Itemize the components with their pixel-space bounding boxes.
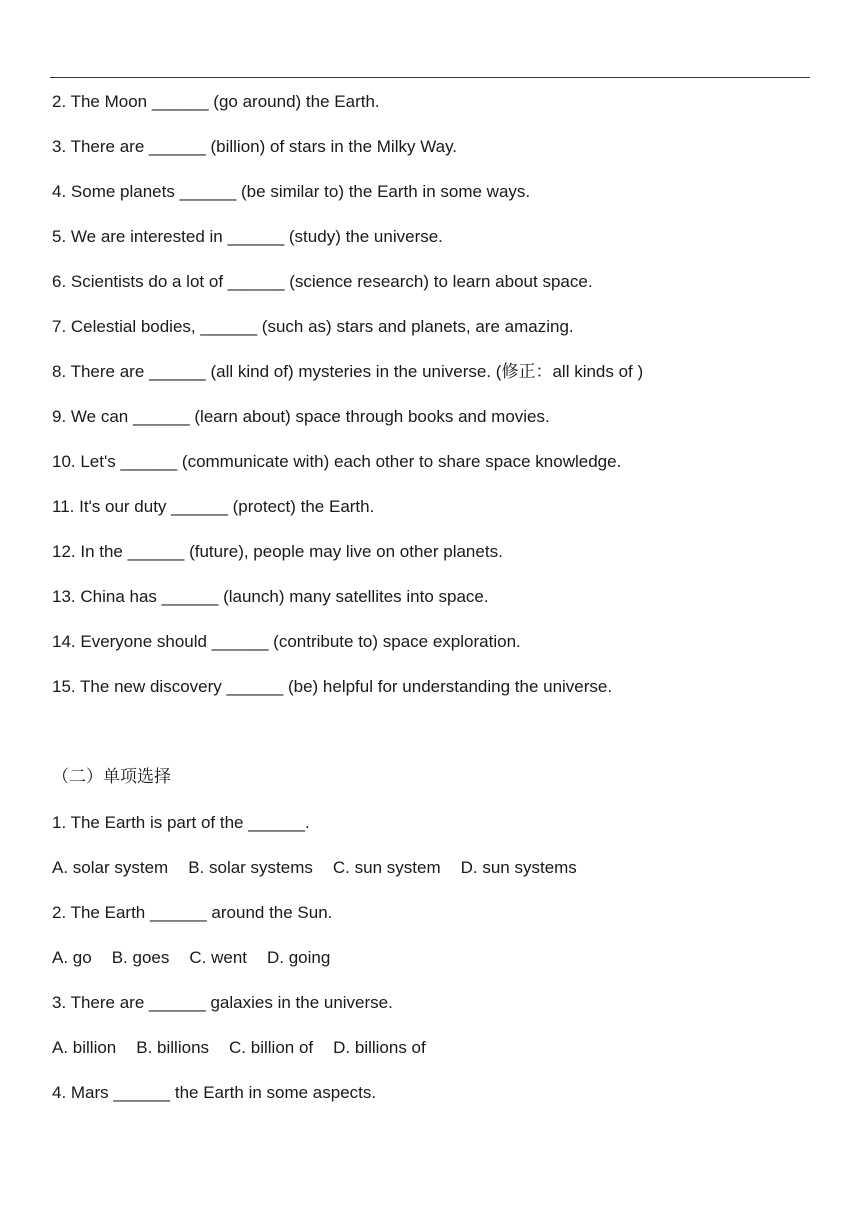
- fill-item-8: 8. There are ______ (all kind of) mysteries in the universe. (修正：all kinds of ): [52, 362, 644, 381]
- option-c: C. billion of: [229, 1038, 314, 1057]
- fill-item-7: 7. Celestial bodies, ______ (such as) stars and planets, are amazing.: [52, 317, 574, 336]
- fill-item-2: 2. The Moon ______ (go around) the Earth.: [52, 92, 380, 111]
- option-d: D. going: [267, 948, 331, 967]
- option-a: A. billion: [52, 1038, 117, 1057]
- question-2-stem: 2. The Earth ______ around the Sun.: [52, 903, 333, 922]
- option-b: B. goes: [111, 948, 170, 967]
- fill-item-4: 4. Some planets ______ (be similar to) the Earth in some ways.: [52, 182, 531, 201]
- section-heading: （二）单项选择: [52, 767, 171, 787]
- question-3-stem: 3. There are ______ galaxies in the universe.: [52, 993, 393, 1012]
- question-4-stem: 4. Mars ______ the Earth in some aspects.: [52, 1083, 377, 1102]
- fill-item-13: 13. China has ______ (launch) many satellites into space.: [52, 587, 489, 606]
- fill-item-3: 3. There are ______ (billion) of stars in the Milky Way.: [52, 137, 458, 156]
- fill-item-6: 6. Scientists do a lot of ______ (science research) to learn about space.: [52, 272, 593, 291]
- option-a: A. go: [52, 948, 92, 967]
- fill-item-15: 15. The new discovery ______ (be) helpful for understanding the universe.: [52, 677, 613, 696]
- question-2-options: [52, 947, 330, 969]
- question-1-stem: 1. The Earth is part of the ______.: [52, 813, 310, 832]
- question-1-options: [52, 857, 577, 879]
- fill-item-5: 5. We are interested in ______ (study) the universe.: [52, 227, 443, 246]
- option-b: B. solar systems: [188, 858, 313, 877]
- option-d: D. billions of: [333, 1038, 426, 1057]
- fill-item-9: 9. We can ______ (learn about) space through books and movies.: [52, 407, 550, 426]
- fill-item-11: 11. It's our duty ______ (protect) the Earth.: [52, 497, 375, 516]
- option-c: C. went: [189, 948, 247, 967]
- fill-item-14: 14. Everyone should ______ (contribute to) space exploration.: [52, 632, 521, 651]
- fill-item-12: 12. In the ______ (future), people may live on other planets.: [52, 542, 503, 561]
- header-rule: [50, 77, 810, 78]
- question-3-options: [52, 1037, 426, 1059]
- option-c: C. sun system: [332, 858, 441, 877]
- option-a: A. solar system: [52, 858, 169, 877]
- option-b: B. billions: [136, 1038, 210, 1057]
- fill-item-10: 10. Let's ______ (communicate with) each other to share space knowledge.: [52, 452, 622, 471]
- option-d: D. sun systems: [460, 858, 577, 877]
